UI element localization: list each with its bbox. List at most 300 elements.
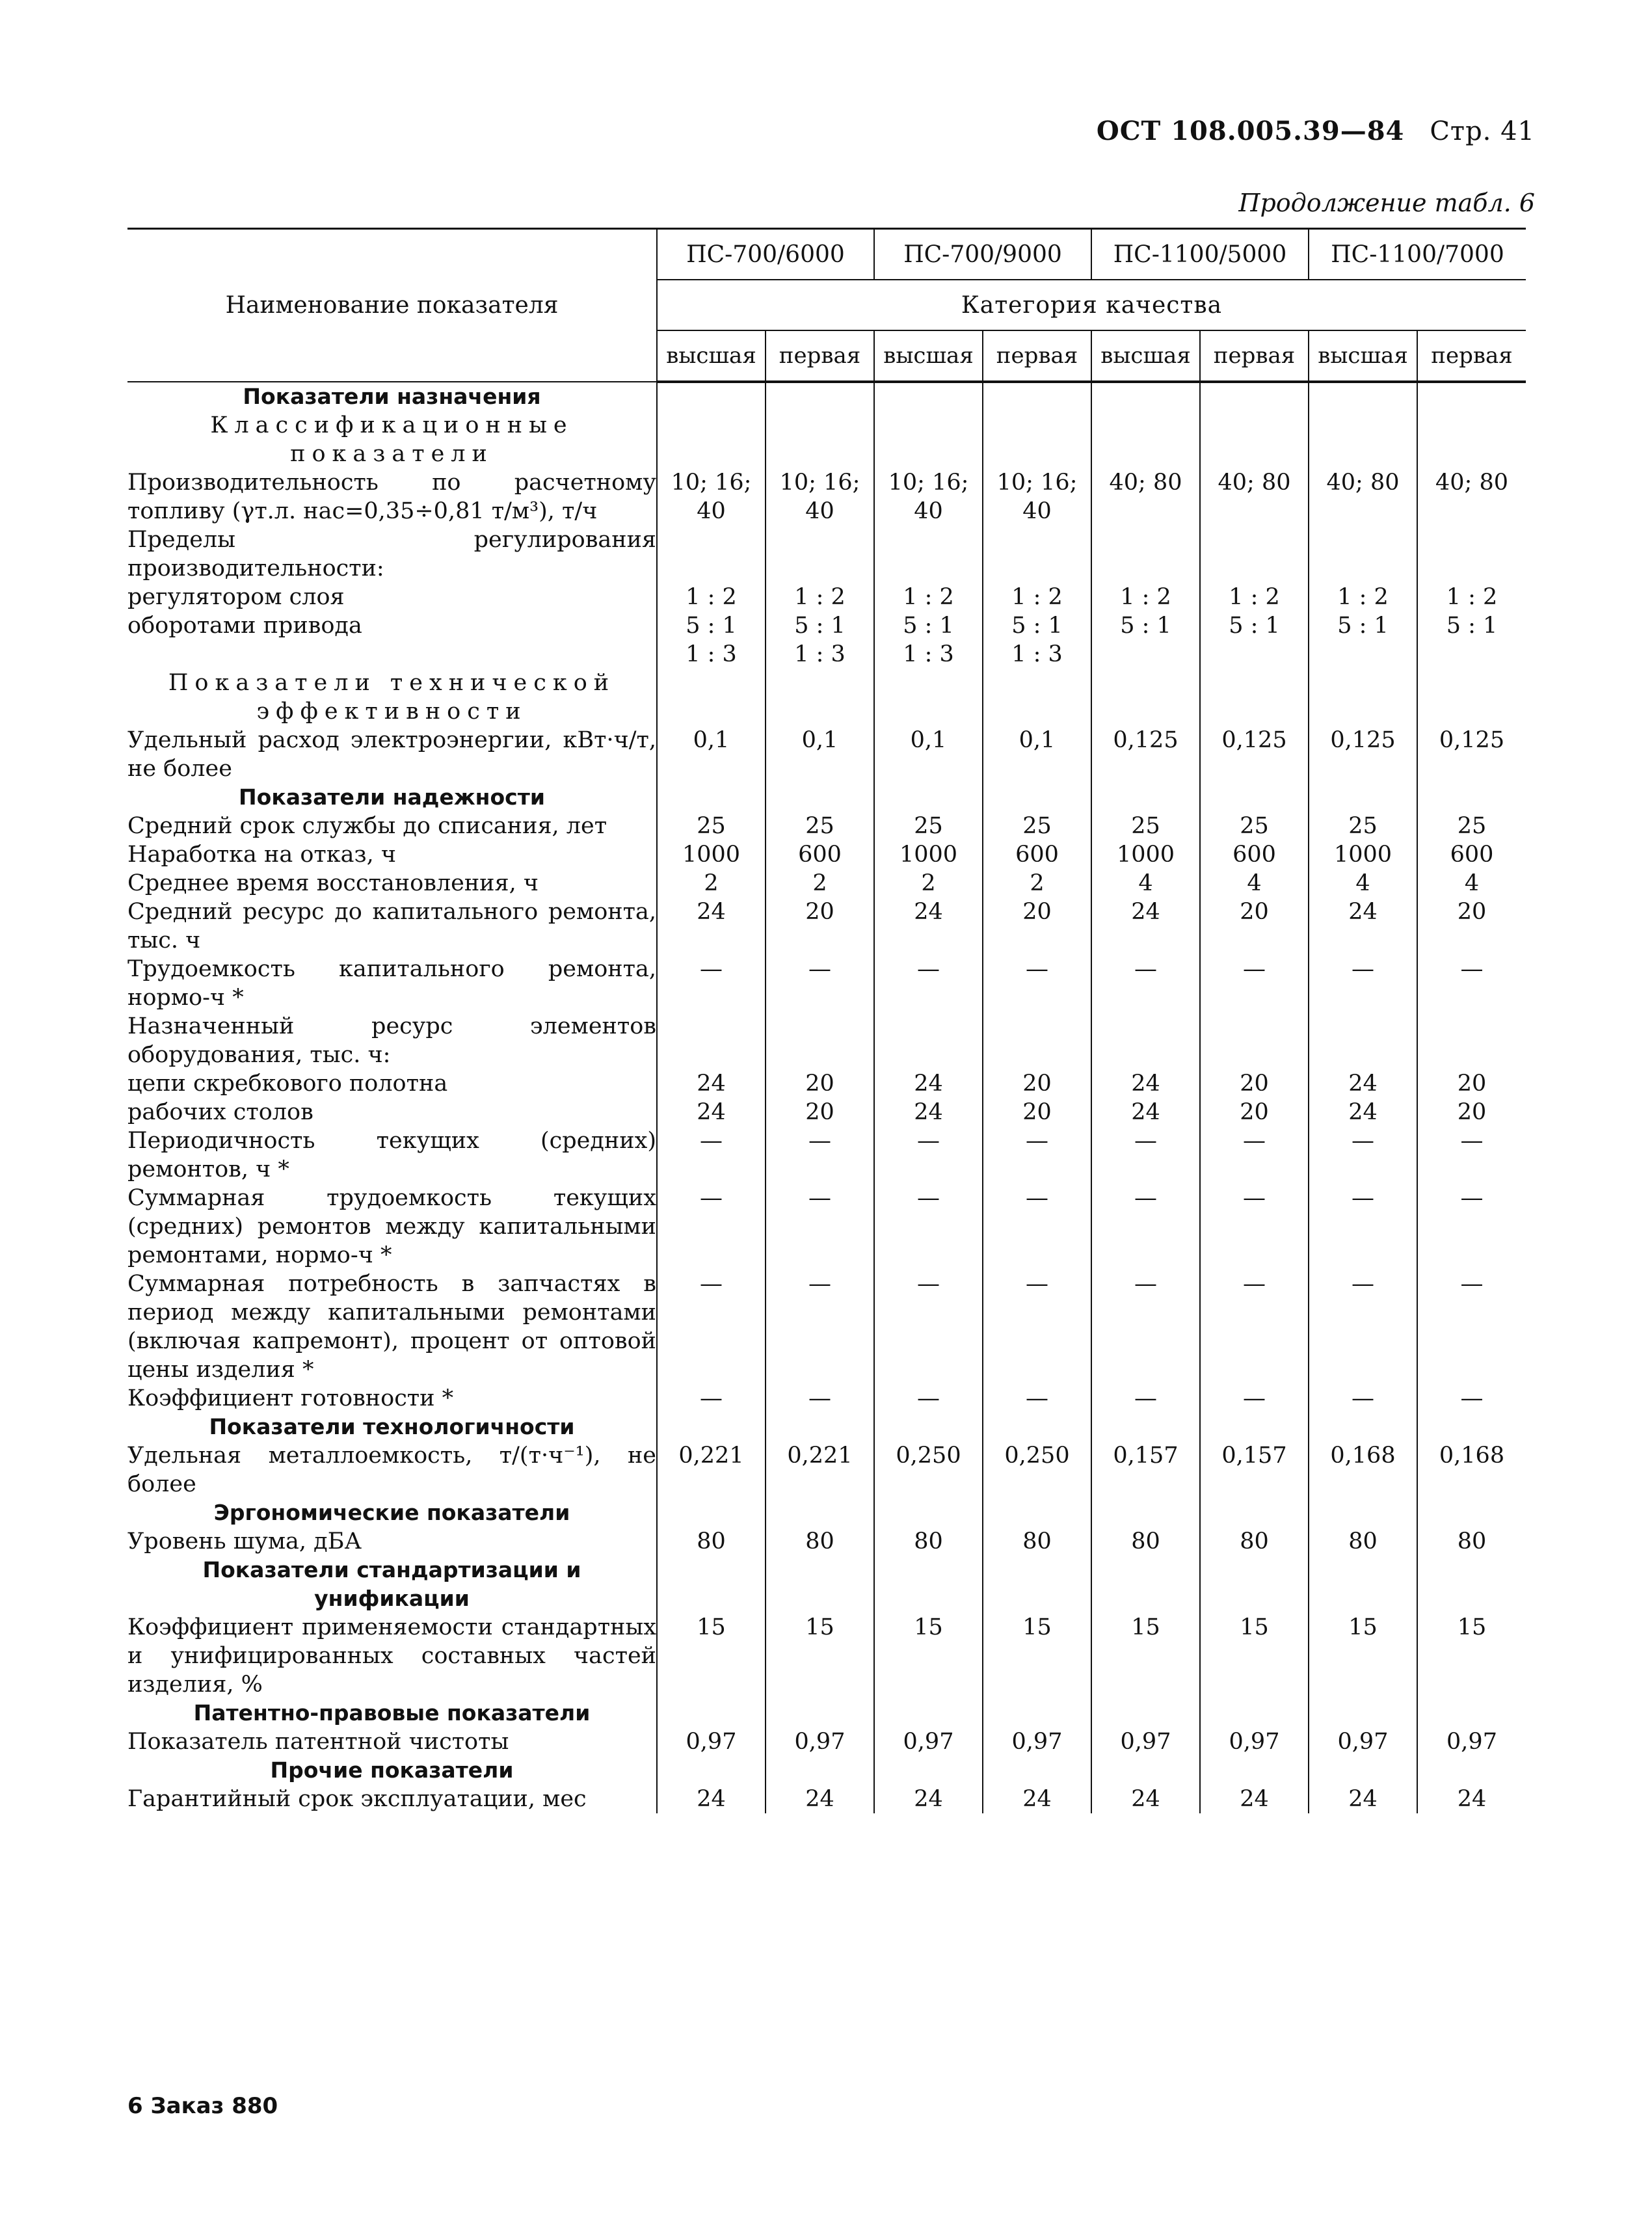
value-cell: 40; 80 (1435, 470, 1508, 496)
indicator-name: Среднее время восстановления, ч (127, 869, 657, 898)
value-cell: 1 : 2 (1200, 583, 1309, 611)
value-cell (1417, 1756, 1526, 1785)
table-row (127, 1270, 1526, 1384)
value-cell (1091, 382, 1200, 411)
table-row (127, 955, 1526, 1012)
value-cell: 25 (1457, 813, 1487, 839)
value-cell (1309, 1699, 1417, 1727)
value-cell: 1 : 2 (1309, 583, 1417, 611)
value-cell (766, 411, 874, 468)
value-cell: 5 : 1 1 : 3 (874, 611, 983, 669)
table-row (127, 1756, 1526, 1785)
value-cell (874, 1499, 983, 1527)
value-cell: 24 (1091, 1069, 1200, 1098)
value-cell: 24 (874, 898, 983, 955)
value-cell: — (1460, 1185, 1484, 1211)
value-cell: 80 (874, 1527, 983, 1556)
value-cell: — (1460, 1271, 1484, 1297)
value-cell: 5 : 1 1 : 3 (657, 611, 766, 669)
indicator-name: Пределы регулирования производительности: (127, 527, 656, 581)
value-cell: 1000 (1091, 840, 1200, 869)
section-title: Прочие показатели (127, 1756, 657, 1785)
value-cell (983, 411, 1091, 468)
value-cell: 0,97 (1200, 1727, 1309, 1756)
value-cell: 0,97 (1091, 1727, 1200, 1756)
indicator-name: Наработка на отказ, ч (127, 840, 657, 869)
value-cell: — (1309, 1184, 1417, 1270)
value-cell: 600 (983, 840, 1091, 869)
value-cell (983, 1556, 1091, 1613)
indicators-table (127, 228, 1526, 1813)
value-cell: 24 (1309, 898, 1417, 955)
table-row (127, 411, 1526, 468)
value-cell: 1 : 2 (1446, 584, 1498, 610)
value-cell (1417, 382, 1526, 411)
value-cell: 0,1 (766, 726, 874, 783)
value-cell (1309, 1499, 1417, 1527)
value-cell: 1000 (874, 840, 983, 869)
value-cell: — (983, 955, 1091, 1012)
value-cell: 25 (983, 812, 1091, 840)
table-row (127, 1384, 1526, 1413)
value-cell: 0,250 (874, 1441, 983, 1499)
indicator-name: цепи скребкового полотна (127, 1069, 657, 1098)
value-cell: 25 (1200, 812, 1309, 840)
subheader-cell: высшая (1091, 330, 1200, 382)
value-cell: 0,97 (766, 1727, 874, 1756)
indicator-name: Удельная металлоемкость, т/(т·ч⁻¹), не более (127, 1443, 656, 1497)
value-cell (1200, 1499, 1309, 1527)
value-cell: 1000 (1309, 840, 1417, 869)
value-cell: — (657, 1384, 766, 1413)
value-cell: 80 (1457, 1528, 1487, 1554)
value-cell (766, 1556, 874, 1613)
value-cell (1200, 382, 1309, 411)
value-cell: — (1200, 1384, 1309, 1413)
value-cell: 1000 (657, 840, 766, 869)
value-cell: — (983, 1270, 1091, 1384)
value-cell: 24 (1457, 1786, 1487, 1812)
subheader-cell: высшая (1309, 330, 1417, 382)
value-cell: 4 (1309, 869, 1417, 898)
indicator-name: Коэффициент применяемости стандартных и унифицированных составных частей изделия, % (127, 1614, 656, 1698)
value-cell: 20 (766, 1069, 874, 1098)
value-cell (874, 669, 983, 726)
value-cell (983, 382, 1091, 411)
value-cell (1417, 1012, 1526, 1069)
value-cell: 1 : 2 (1091, 583, 1200, 611)
value-cell: 25 (1309, 812, 1417, 840)
value-cell: 0,168 (1309, 1441, 1417, 1499)
value-cell (1417, 411, 1526, 468)
value-cell: 25 (1091, 812, 1200, 840)
value-cell (657, 1556, 766, 1613)
value-cell: 5 : 1 1 : 3 (766, 611, 874, 669)
table-row (127, 1785, 1526, 1813)
value-cell: 0,250 (983, 1441, 1091, 1499)
value-cell (766, 382, 874, 411)
table-row (127, 1613, 1526, 1699)
indicator-name: Гарантийный срок эксплуатации, мес (127, 1785, 657, 1813)
table-caption: Продолжение табл. 6 (1238, 189, 1535, 217)
value-cell (1091, 411, 1200, 468)
name-column-header: Наименование показателя (127, 229, 657, 382)
indicator-name: Суммарная потребность в запчастях в период между капитальными ремонтами (включая капремонт), процент от оптовой цены изделия * (127, 1271, 656, 1383)
value-cell: 0,97 (983, 1727, 1091, 1756)
value-cell: 1 : 2 (657, 583, 766, 611)
value-cell (1417, 1413, 1526, 1441)
value-cell (1200, 1556, 1309, 1613)
value-cell (1200, 1413, 1309, 1441)
value-cell: 15 (1200, 1613, 1309, 1699)
value-cell: 5 : 1 (1309, 611, 1417, 669)
value-cell: 0,1 (983, 726, 1091, 783)
value-cell (766, 526, 874, 583)
section-title: Показатели технологичности (127, 1413, 657, 1441)
value-cell: 0,157 (1200, 1441, 1309, 1499)
section-title: Показатели стандартизации и унификации (127, 1556, 657, 1613)
value-cell: — (1309, 1384, 1417, 1413)
table-row (127, 1012, 1526, 1069)
value-cell: 10; 16; 40 (983, 468, 1091, 526)
indicator-name: оборотами привода (127, 611, 657, 669)
table-row (127, 783, 1526, 812)
value-cell: 80 (983, 1527, 1091, 1556)
value-cell (657, 382, 766, 411)
indicator-name: Уровень шума, дБА (127, 1527, 657, 1556)
table-row (127, 468, 1526, 526)
value-cell (1417, 1499, 1526, 1527)
value-cell: 5 : 1 (1091, 611, 1200, 669)
value-cell: 10; 16; 40 (766, 468, 874, 526)
product-header-2: ПС-700/9000 (874, 229, 1091, 280)
table-body (127, 382, 1526, 1813)
value-cell: 1 : 2 (874, 583, 983, 611)
value-cell (766, 1012, 874, 1069)
footer-note: 6 Заказ 880 (127, 2093, 278, 2119)
table-row (127, 812, 1526, 840)
value-cell: — (766, 1270, 874, 1384)
value-cell: 24 (1091, 1098, 1200, 1127)
value-cell (657, 1756, 766, 1785)
value-cell: — (1200, 1127, 1309, 1184)
table-row (127, 382, 1526, 411)
table-row (127, 1556, 1526, 1613)
value-cell: 2 (766, 869, 874, 898)
value-cell (1309, 1556, 1417, 1613)
table-row (127, 583, 1526, 611)
table-row (127, 1527, 1526, 1556)
value-cell: — (766, 1127, 874, 1184)
value-cell: 20 (766, 1098, 874, 1127)
value-cell: 24 (1200, 1785, 1309, 1813)
value-cell: 5 : 1 (1446, 613, 1498, 639)
value-cell (657, 1413, 766, 1441)
value-cell (657, 526, 766, 583)
value-cell: 24 (657, 898, 766, 955)
indicator-name: Производительность по расчетному топливу (γт.л. нас=0,35÷0,81 т/м³), т/ч (127, 470, 656, 524)
value-cell (657, 783, 766, 812)
section-title: Патентно-правовые показатели (127, 1699, 657, 1727)
value-cell: 600 (766, 840, 874, 869)
value-cell: — (657, 1184, 766, 1270)
value-cell (657, 669, 766, 726)
value-cell: — (1460, 1128, 1484, 1154)
value-cell (766, 783, 874, 812)
value-cell: 24 (657, 1069, 766, 1098)
value-cell: 4 (1200, 869, 1309, 898)
value-cell: 0,157 (1091, 1441, 1200, 1499)
value-cell: 80 (657, 1527, 766, 1556)
value-cell: 20 (1200, 1098, 1309, 1127)
value-cell (1309, 382, 1417, 411)
indicator-name: регулятором слоя (127, 583, 657, 611)
indicator-name: Удельный расход электроэнергии, кВт·ч/т, не более (127, 727, 656, 782)
indicator-name: Назначенный ресурс элементов оборудования, тыс. ч: (127, 1013, 656, 1068)
value-cell (1091, 1413, 1200, 1441)
value-cell: 20 (983, 1069, 1091, 1098)
subheader-cell: высшая (874, 330, 983, 382)
value-cell (1091, 526, 1200, 583)
value-cell: — (874, 1270, 983, 1384)
value-cell: — (1200, 955, 1309, 1012)
value-cell (983, 1413, 1091, 1441)
value-cell: 24 (874, 1069, 983, 1098)
value-cell: 600 (1200, 840, 1309, 869)
value-cell: 2 (657, 869, 766, 898)
value-cell: 600 (1450, 842, 1494, 868)
value-cell: — (1460, 1385, 1484, 1411)
value-cell (1200, 669, 1309, 726)
table-row (127, 898, 1526, 955)
value-cell: — (766, 1184, 874, 1270)
value-cell (874, 1699, 983, 1727)
value-cell: 0,1 (657, 726, 766, 783)
value-cell (1417, 1699, 1526, 1727)
value-cell: 2 (983, 869, 1091, 898)
value-cell: 20 (983, 898, 1091, 955)
value-cell: 15 (766, 1613, 874, 1699)
value-cell (766, 1699, 874, 1727)
value-cell: 20 (983, 1098, 1091, 1127)
value-cell (1200, 411, 1309, 468)
value-cell (1200, 1012, 1309, 1069)
value-cell (874, 1413, 983, 1441)
value-cell: 25 (766, 812, 874, 840)
subheader-cell: первая (983, 330, 1091, 382)
indicator-name: Показатель патентной чистоты (127, 1727, 657, 1756)
value-cell (1309, 669, 1417, 726)
value-cell: — (874, 955, 983, 1012)
value-cell: 80 (1091, 1527, 1200, 1556)
table-row (127, 840, 1526, 869)
subheader-cell: первая (766, 330, 874, 382)
value-cell: 20 (1457, 1071, 1487, 1097)
value-cell (983, 783, 1091, 812)
value-cell: 24 (1091, 1785, 1200, 1813)
value-cell (1309, 1012, 1417, 1069)
value-cell (1091, 1556, 1200, 1613)
value-cell (1200, 783, 1309, 812)
table-row (127, 726, 1526, 783)
value-cell: 0,221 (657, 1441, 766, 1499)
table-row (127, 669, 1526, 726)
value-cell: 1 : 2 (983, 583, 1091, 611)
value-cell: 15 (657, 1613, 766, 1699)
value-cell: — (1091, 1184, 1200, 1270)
value-cell: 15 (983, 1613, 1091, 1699)
indicator-name: Средний срок службы до списания, лет (127, 812, 657, 840)
subsection-title: Показатели технической эффективности (127, 669, 657, 726)
value-cell: 0,1 (874, 726, 983, 783)
value-cell (1091, 669, 1200, 726)
value-cell: 10; 16; 40 (657, 468, 766, 526)
value-cell (657, 1699, 766, 1727)
value-cell (1200, 1756, 1309, 1785)
value-cell (1200, 1699, 1309, 1727)
value-cell: 24 (766, 1785, 874, 1813)
subheader-cell: высшая (657, 330, 766, 382)
value-cell: 0,97 (1309, 1727, 1417, 1756)
product-header-1: ПС-700/6000 (657, 229, 874, 280)
value-cell: 24 (874, 1098, 983, 1127)
table-row (127, 1441, 1526, 1499)
indicator-name: Коэффициент готовности * (127, 1384, 657, 1413)
value-cell: — (874, 1184, 983, 1270)
table-row (127, 1098, 1526, 1127)
value-cell: — (1200, 1270, 1309, 1384)
table-row (127, 526, 1526, 583)
value-cell (874, 1012, 983, 1069)
table-row (127, 1184, 1526, 1270)
value-cell (1091, 1499, 1200, 1527)
table-row (127, 1727, 1526, 1756)
table-row (127, 611, 1526, 669)
value-cell: 24 (874, 1785, 983, 1813)
value-cell: 24 (983, 1785, 1091, 1813)
section-title: Показатели назначения (127, 382, 657, 411)
value-cell (657, 1499, 766, 1527)
value-cell: 20 (1200, 1069, 1309, 1098)
indicator-name: Суммарная трудоемкость текущих (средних) ремонтов между капитальными ремонтами, нормо-ч * (127, 1185, 656, 1268)
indicator-name: Средний ресурс до капитального ремонта, тыс. ч (127, 899, 656, 953)
value-cell: 24 (1309, 1098, 1417, 1127)
value-cell: — (657, 1270, 766, 1384)
value-cell: 20 (1457, 1099, 1487, 1125)
section-title: Эргономические показатели (127, 1499, 657, 1527)
value-cell (1417, 669, 1526, 726)
value-cell (657, 411, 766, 468)
value-cell: 0,97 (1446, 1729, 1497, 1755)
page-number: Стр. 41 (1430, 116, 1535, 146)
value-cell (657, 1012, 766, 1069)
value-cell (1200, 526, 1309, 583)
table-row (127, 1499, 1526, 1527)
indicator-name: Трудоемкость капитального ремонта, нормо-ч * (127, 956, 656, 1011)
value-cell: — (1460, 956, 1484, 982)
value-cell (874, 382, 983, 411)
value-cell: 2 (874, 869, 983, 898)
value-cell (1091, 1012, 1200, 1069)
value-cell: 0,125 (1091, 726, 1200, 783)
table-row (127, 1413, 1526, 1441)
value-cell: — (657, 955, 766, 1012)
value-cell: — (1091, 955, 1200, 1012)
value-cell: 24 (657, 1785, 766, 1813)
value-cell: — (874, 1384, 983, 1413)
value-cell: 80 (1309, 1527, 1417, 1556)
value-cell (766, 669, 874, 726)
value-cell: — (1091, 1384, 1200, 1413)
value-cell (766, 1499, 874, 1527)
value-cell: 15 (1457, 1614, 1487, 1640)
value-cell: — (766, 955, 874, 1012)
value-cell (983, 526, 1091, 583)
value-cell: 1 : 2 (766, 583, 874, 611)
subsection-title: Классификационные показатели (127, 411, 657, 468)
page-header (1097, 116, 1535, 146)
value-cell: 25 (657, 812, 766, 840)
value-cell (874, 783, 983, 812)
value-cell: 20 (766, 898, 874, 955)
value-cell: 80 (766, 1527, 874, 1556)
value-cell: 10; 16; 40 (874, 468, 983, 526)
value-cell (766, 1756, 874, 1785)
value-cell: — (657, 1127, 766, 1184)
product-header-4: ПС-1100/7000 (1309, 229, 1526, 280)
category-header: Категория качества (657, 280, 1526, 330)
value-cell: — (766, 1384, 874, 1413)
indicator-name: рабочих столов (127, 1098, 657, 1127)
value-cell: 24 (657, 1098, 766, 1127)
indicator-name: Периодичность текущих (средних) ремонтов, ч * (127, 1128, 656, 1182)
value-cell: — (1309, 1270, 1417, 1384)
value-cell: 0,221 (766, 1441, 874, 1499)
value-cell: — (1309, 1127, 1417, 1184)
value-cell: 20 (1200, 898, 1309, 955)
value-cell (1309, 783, 1417, 812)
value-cell: 15 (1309, 1613, 1417, 1699)
value-cell: — (983, 1127, 1091, 1184)
table-row (127, 1069, 1526, 1098)
value-cell (766, 1413, 874, 1441)
value-cell: 80 (1200, 1527, 1309, 1556)
value-cell: — (1091, 1270, 1200, 1384)
value-cell (1309, 411, 1417, 468)
value-cell: — (874, 1127, 983, 1184)
value-cell: 40; 80 (1091, 468, 1200, 526)
section-title: Показатели надежности (127, 783, 657, 812)
value-cell: 25 (874, 812, 983, 840)
value-cell: 5 : 1 1 : 3 (983, 611, 1091, 669)
value-cell: 0,125 (1309, 726, 1417, 783)
value-cell: — (1091, 1127, 1200, 1184)
value-cell: 4 (1091, 869, 1200, 898)
value-cell: 0,125 (1200, 726, 1309, 783)
value-cell (983, 1499, 1091, 1527)
value-cell: — (983, 1384, 1091, 1413)
value-cell: 0,97 (657, 1727, 766, 1756)
product-header-3: ПС-1100/5000 (1091, 229, 1309, 280)
value-cell (1091, 1699, 1200, 1727)
value-cell (1091, 1756, 1200, 1785)
value-cell: 0,168 (1439, 1443, 1505, 1469)
value-cell: 0,97 (874, 1727, 983, 1756)
value-cell (1309, 526, 1417, 583)
value-cell: 20 (1457, 899, 1487, 925)
value-cell (1417, 783, 1526, 812)
value-cell (1309, 1756, 1417, 1785)
